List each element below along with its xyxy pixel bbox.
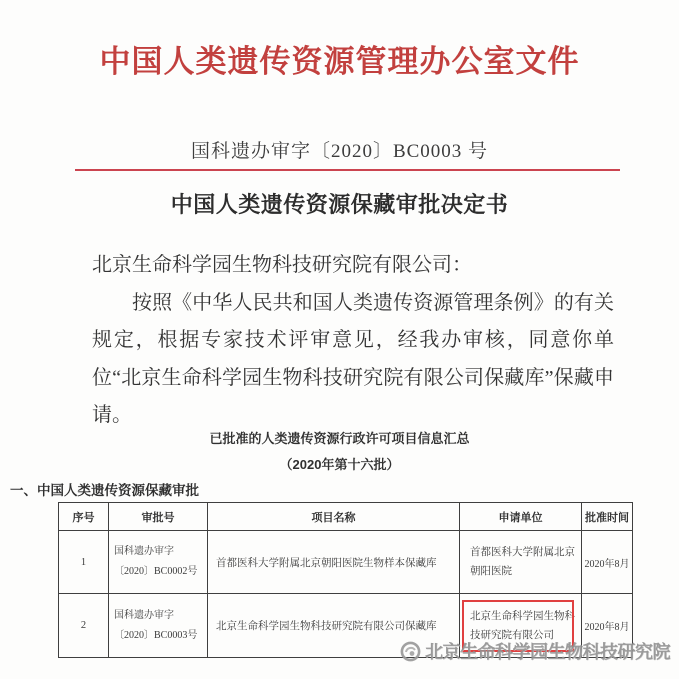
summary-title: 已批准的人类遗传资源行政许可项目信息汇总 — [209, 431, 470, 446]
approval-no-line1: 国科遗办审字 — [114, 546, 174, 557]
cell-project: 北京生命科学园生物科技研究院有限公司保藏库 — [208, 594, 460, 658]
cell-project: 首都医科大学附属北京朝阳医院生物样本保藏库 — [208, 531, 460, 594]
cell-applicant: 首都医科大学附属北京朝阳医院 — [460, 531, 582, 594]
approval-no-line2: 〔2020〕BC0003号 — [114, 629, 198, 641]
col-header-applicant: 申请单位 — [460, 503, 582, 531]
approval-table — [58, 502, 633, 658]
approval-no-line2: 〔2020〕BC0002号 — [114, 566, 198, 577]
decision-body — [92, 247, 614, 435]
cell-approval-no — [109, 594, 208, 658]
col-header-seq: 序号 — [59, 503, 109, 531]
col-header-approval: 审批号 — [109, 503, 208, 531]
decision-title: 中国人类遗传资源保藏审批决定书 — [170, 192, 509, 217]
doc-number: 国科遗办审字〔2020〕BC0003 号 — [190, 141, 489, 162]
letterhead-title: 中国人类遗传资源管理办公室文件 — [99, 44, 580, 79]
cell-seq: 1 — [59, 531, 109, 594]
letterhead-divider — [75, 169, 620, 171]
table-header-row — [59, 503, 633, 531]
addressee-line: 北京生命科学园生物科技研究院有限公司： — [92, 254, 472, 276]
watermark — [399, 638, 670, 664]
col-header-date: 批准时间 — [582, 503, 633, 531]
approval-no-line1: 国科遗办审字 — [114, 609, 174, 621]
summary-batch: （2020年第十六批） — [279, 457, 400, 472]
cell-approval-no — [109, 531, 208, 594]
cell-approved-date: 2020年8月 — [582, 531, 633, 594]
section-heading: 一、中国人类遗传资源保藏审批 — [10, 483, 199, 498]
cell-approved-date: 2020年8月 — [582, 594, 633, 658]
watermark-text: 北京生命科学园生物科技研究院 — [425, 642, 670, 662]
col-header-project: 项目名称 — [208, 503, 460, 531]
decision-paragraph: 按照《中华人民共和国人类遗传资源管理条例》的有关规定，根据专家技术评审意见，经我办审核，同意你单位“北京生命科学园生物科技研究院有限公司保藏库”保藏申请。 — [92, 291, 614, 426]
cell-applicant: 北京生命科学园生物科技研究院有限公司 — [460, 594, 582, 658]
emblem-icon — [399, 640, 422, 663]
table-row — [59, 531, 633, 594]
cell-seq: 2 — [59, 594, 109, 658]
